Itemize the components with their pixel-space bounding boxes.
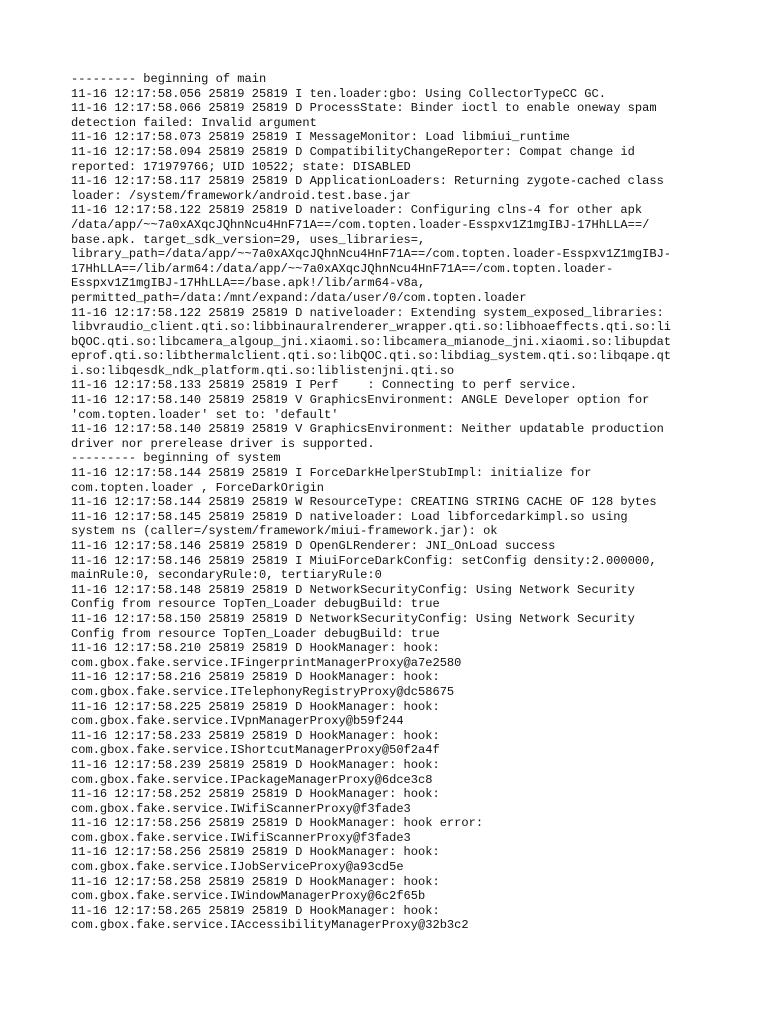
log-line: 11-16 12:17:58.146 25819 25819 D OpenGLRenderer: JNI_OnLoad success: [71, 539, 556, 553]
log-line: mainRule:0, secondaryRule:0, tertiaryRule:0: [71, 568, 382, 583]
log-line: 11-16 12:17:58.216 25819 25819 D HookManager: hook:: [71, 670, 440, 685]
log-line: com.gbox.fake.service.ITelephonyRegistryProxy@dc58675: [71, 684, 455, 699]
log-line: 11-16 12:17:58.094 25819 25819 D CompatibilityChangeReporter: Compat change id: [71, 144, 635, 159]
log-line: eprof.qti.so:libthermalclient.qti.so:libQOC.qti.so:libdiag_system.qti.so:libqape.qt: [71, 349, 672, 364]
log-line: /data/app/~~7a0xAXqcJQhnNcu4HnF71A==/com.topten.loader-Esspxv1Z1mgIBJ-17HhLLA==/: [71, 217, 650, 232]
log-line: 11-16 12:17:58.239 25819 25819 D HookManager: hook:: [71, 757, 440, 772]
log-line: 'com.topten.loader' set to: 'default': [71, 407, 339, 422]
log-line: com.gbox.fake.service.IWifiScannerProxy@f3fade3: [71, 801, 411, 816]
log-line: 11-16 12:17:58.210 25819 25819 D HookManager: hook:: [71, 641, 440, 656]
log-line: 11-16 12:17:58.144 25819 25819 I ForceDarkHelperStubImpl: initialize for: [71, 466, 592, 481]
log-line: --------- beginning of system: [71, 451, 281, 466]
log-line: com.gbox.fake.service.IJobServiceProxy@a93cd5e: [71, 860, 404, 875]
log-line: 11-16 12:17:58.252 25819 25819 D HookManager: hook:: [71, 787, 440, 802]
log-line: 11-16 12:17:58.117 25819 25819 D ApplicationLoaders: Returning zygote-cached class: [71, 174, 664, 189]
log-line: driver nor prerelease driver is supported.: [71, 436, 375, 451]
log-line: Config from resource TopTen_Loader debugBuild: true: [71, 626, 440, 641]
log-line: 11-16 12:17:58.145 25819 25819 D nativeloader: Load libforcedarkimpl.so using: [71, 509, 628, 524]
log-line: com.gbox.fake.service.IVpnManagerProxy@b59f244: [71, 714, 404, 729]
log-line: library_path=/data/app/~~7a0xAXqcJQhnNcu4HnF71A==/com.topten.loader-Esspxv1Z1mgIBJ-: [71, 247, 672, 262]
log-line: permitted_path=/data:/mnt/expand:/data/user/0/com.topten.loader: [71, 290, 527, 305]
log-line: 11-16 12:17:58.073 25819 25819 I MessageMonitor: Load libmiui_runtime: [71, 130, 570, 145]
log-line: 11-16 12:17:58.146 25819 25819 I MiuiForceDarkConfig: setConfig density:2.000000,: [71, 553, 657, 568]
log-line: 11-16 12:17:58.256 25819 25819 D HookManager: hook error:: [71, 816, 484, 831]
log-line: 11-16 12:17:58.148 25819 25819 D NetworkSecurityConfig: Using Network Security: [71, 582, 635, 597]
log-line: 11-16 12:17:58.256 25819 25819 D HookManager: hook:: [71, 845, 440, 860]
log-line: 11-16 12:17:58.140 25819 25819 V GraphicsEnvironment: Neither updatable production: [71, 422, 664, 437]
log-line: 11-16 12:17:58.122 25819 25819 D nativeloader: Extending system_exposed_libraries:: [71, 305, 664, 320]
log-line: i.so:libqesdk_ndk_platform.qti.so:liblistenjni.qti.so: [71, 363, 455, 378]
log-line: 11-16 12:17:58.225 25819 25819 D HookManager: hook:: [71, 699, 440, 714]
log-line: --------- beginning of main: [71, 72, 267, 86]
log-line: com.gbox.fake.service.IPackageManagerProxy@6dce3c8: [71, 772, 433, 787]
log-line: base.apk. target_sdk_version=29, uses_libraries=,: [71, 232, 426, 247]
log-document: [71, 72, 711, 933]
log-line: 11-16 12:17:58.133 25819 25819 I Perf : Connecting to perf service.: [71, 378, 578, 393]
log-line: 11-16 12:17:58.150 25819 25819 D NetworkSecurityConfig: Using Network Security: [71, 611, 635, 626]
log-line: 11-16 12:17:58.233 25819 25819 D HookManager: hook:: [71, 728, 440, 743]
log-line: Esspxv1Z1mgIBJ-17HhLLA==/base.apk!/lib/arm64-v8a,: [71, 276, 426, 291]
log-line: 11-16 12:17:58.144 25819 25819 W ResourceType: CREATING STRING CACHE OF 128 bytes: [71, 495, 657, 510]
log-line: 11-16 12:17:58.066 25819 25819 D ProcessState: Binder ioctl to enable oneway spam: [71, 101, 657, 116]
log-line: reported: 171979766; UID 10522; state: DISABLED: [71, 159, 411, 174]
log-line: 17HhLLA==/lib/arm64:/data/app/~~7a0xAXqcJQhnNcu4HnF71A==/com.topten.loader-: [71, 261, 614, 276]
log-line: 11-16 12:17:58.140 25819 25819 V GraphicsEnvironment: ANGLE Developer option for: [71, 393, 650, 408]
log-line: com.gbox.fake.service.IFingerprintManagerProxy@a7e2580: [71, 655, 462, 670]
log-line: libvraudio_client.qti.so:libbinauralrenderer_wrapper.qti.so:libhoaeffects.qti.so:li: [71, 320, 672, 335]
log-line: loader: /system/framework/android.test.base.jar: [71, 188, 411, 203]
log-line: com.gbox.fake.service.IWifiScannerProxy@f3fade3: [71, 830, 411, 845]
log-line: com.gbox.fake.service.IAccessibilityManagerProxy@32b3c2: [71, 918, 469, 933]
log-line: 11-16 12:17:58.258 25819 25819 D HookManager: hook:: [71, 874, 440, 889]
log-line: 11-16 12:17:58.122 25819 25819 D nativeloader: Configuring clns-4 for other apk: [71, 203, 643, 218]
log-line: com.topten.loader , ForceDarkOrigin: [71, 480, 325, 495]
log-line: Config from resource TopTen_Loader debugBuild: true: [71, 597, 440, 612]
log-line: 11-16 12:17:58.056 25819 25819 I ten.loader:gbo: Using CollectorTypeCC GC.: [71, 86, 606, 101]
log-line: com.gbox.fake.service.IShortcutManagerProxy@50f2a4f: [71, 743, 440, 758]
log-line: 11-16 12:17:58.265 25819 25819 D HookManager: hook:: [71, 903, 440, 918]
log-line: system ns (caller=/system/framework/miui-framework.jar): ok: [71, 524, 498, 539]
log-line: bQOC.qti.so:libcamera_algoup_jni.xiaomi.so:libcamera_mianode_jni.xiaomi.so:libupdat: [71, 334, 672, 349]
log-line: com.gbox.fake.service.IWindowManagerProxy@6c2f65b: [71, 889, 426, 904]
log-line: detection failed: Invalid argument: [71, 115, 317, 130]
